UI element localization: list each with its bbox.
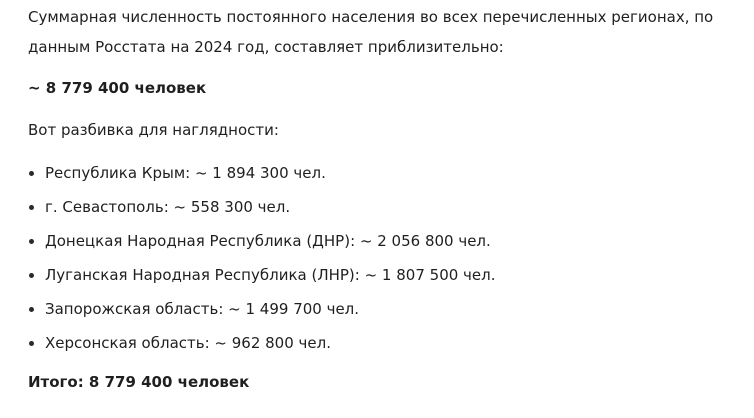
bullet-icon: [29, 341, 34, 346]
list-item-lnr: [28, 258, 738, 292]
list-item-text: Республика Крым: ~ 1 894 300 чел.: [45, 164, 326, 182]
list-item-dnr: [28, 224, 738, 258]
list-item-text: Донецкая Народная Республика (ДНР): ~ 2 056 800 чел.: [45, 232, 491, 250]
list-item-text: Херсонская область: ~ 962 800 чел.: [45, 334, 331, 352]
bullet-icon: [29, 171, 34, 176]
breakdown-lead-text: Вот разбивка для наглядности:: [28, 121, 279, 139]
bullet-icon: [29, 239, 34, 244]
list-item-text: Запорожская область: ~ 1 499 700 чел.: [45, 300, 360, 318]
list-item-zaporozhye: [28, 292, 738, 326]
list-item-sevastopol: [28, 190, 738, 224]
bullet-icon: [29, 205, 34, 210]
list-item-text: Луганская Народная Республика (ЛНР): ~ 1 807 500 чел.: [45, 266, 496, 284]
bullet-icon: [29, 307, 34, 312]
list-item-text: г. Севастополь: ~ 558 300 чел.: [45, 198, 291, 216]
list-item-crimea: [28, 156, 738, 190]
total-population-highlight: ~ 8 779 400 человек: [28, 79, 207, 97]
bullet-icon: [29, 273, 34, 278]
intro-paragraph: Суммарная численность постоянного населения во всех перечисленных регионах, по данным Росстата на 2024 год, составляет приблизительно:: [28, 8, 714, 56]
breakdown-list: [28, 156, 738, 360]
total-sum-line: Итого: 8 779 400 человек: [28, 373, 250, 391]
list-item-kherson: [28, 326, 738, 360]
